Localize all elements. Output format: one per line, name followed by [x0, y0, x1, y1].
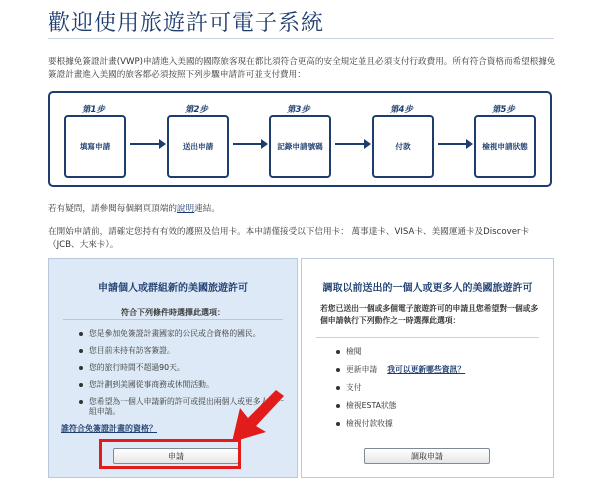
- step-arrow-2: [233, 143, 266, 145]
- step-5-label: 第5步: [492, 105, 515, 115]
- eligibility-link[interactable]: 誰符合免簽證計畫的資格？: [61, 424, 157, 433]
- steps-diagram: [48, 91, 552, 187]
- retrieve-application-button[interactable]: 調取申請: [364, 448, 490, 464]
- retrieve-application-actions: [336, 347, 546, 437]
- intro-text: 要根據免簽證計畫(VWP)申請進入美國的國際旅客現在都比須符合更高的安全規定並且必須支付行政費用。所有符合資格而希望根據免簽證計畫進入美國的旅客都必須按照下列步驟申請許可並支付費用：: [48, 57, 556, 80]
- step-2-card: 送出申請: [167, 115, 229, 178]
- list-item: [336, 365, 546, 375]
- step-arrow-1: [130, 143, 164, 145]
- update-application-label: 更新申請: [346, 365, 378, 374]
- list-item: 您希望為一個人申請新的許可或提出兩個人或更多人的一組申請。: [79, 397, 289, 417]
- step-4-card: 付款: [372, 115, 434, 178]
- step-4-label: 第4步: [390, 105, 413, 115]
- step-5-card: 檢視申請狀態: [474, 115, 536, 178]
- new-application-title: 申請個人或群組新的美國旅遊許可: [98, 283, 248, 294]
- step-arrow-4: [438, 143, 471, 145]
- step-2-label: 第2步: [185, 105, 208, 115]
- step-3-label: 第3步: [287, 105, 310, 115]
- list-item: 您計劃到美國從事商務或休閒活動。: [79, 380, 289, 390]
- step-1-label: 第1步: [82, 105, 105, 115]
- new-application-subtitle: 符合下列條件時選擇此選項：: [121, 308, 225, 317]
- step-3-card: 記錄申請號碼: [269, 115, 331, 178]
- red-arrow-icon: [228, 388, 288, 444]
- list-item: 檢閱: [336, 347, 546, 357]
- apply-button-highlight: [99, 439, 241, 469]
- new-application-divider: [63, 319, 283, 320]
- list-item: 您是參加免簽證計畫國家的公民或合資格的國民。: [79, 329, 289, 339]
- help-link[interactable]: 說明: [176, 204, 195, 214]
- retrieve-application-divider: [316, 337, 539, 338]
- prerequisites-text: 在開始申請前，請確定您持有有效的護照及信用卡。本申請僅接受以下信用卡： 萬事達卡、VISA卡、美國運通卡及Discover卡（JCB、大來卡）。: [48, 227, 530, 250]
- page-title: 歡迎使用旅遊許可電子系統: [48, 11, 325, 36]
- list-item: 您目前未持有訪客簽證。: [79, 346, 289, 356]
- help-text: [48, 202, 220, 214]
- step-1-card: 填寫申請: [64, 115, 126, 178]
- help-suffix: 連結。: [194, 204, 220, 214]
- apply-button[interactable]: 申請: [113, 448, 239, 464]
- retrieve-application-title: 調取以前送出的一個人或更多人的美國旅遊許可: [322, 283, 533, 294]
- update-info-link[interactable]: 我可以更新哪些資訊？: [387, 365, 466, 374]
- list-item: 您的旅行時間不超過90天。: [79, 363, 289, 373]
- red-arrow-shape: [232, 390, 284, 442]
- help-prefix: 若有疑問，請參閱每個網頁頂端的: [48, 204, 177, 214]
- title-divider: [48, 38, 554, 39]
- list-item: 檢視ESTA狀態: [336, 401, 546, 411]
- retrieve-application-subtitle: 若您已送出一個或多個電子旅遊許可的申請且您希望對一個或多個申請執行下列動作之一時選擇此選項：: [320, 304, 539, 325]
- retrieve-application-panel: [301, 258, 554, 478]
- list-item: 支付: [336, 383, 546, 393]
- list-item: 檢視付款收據: [336, 419, 546, 429]
- step-arrow-3: [335, 143, 369, 145]
